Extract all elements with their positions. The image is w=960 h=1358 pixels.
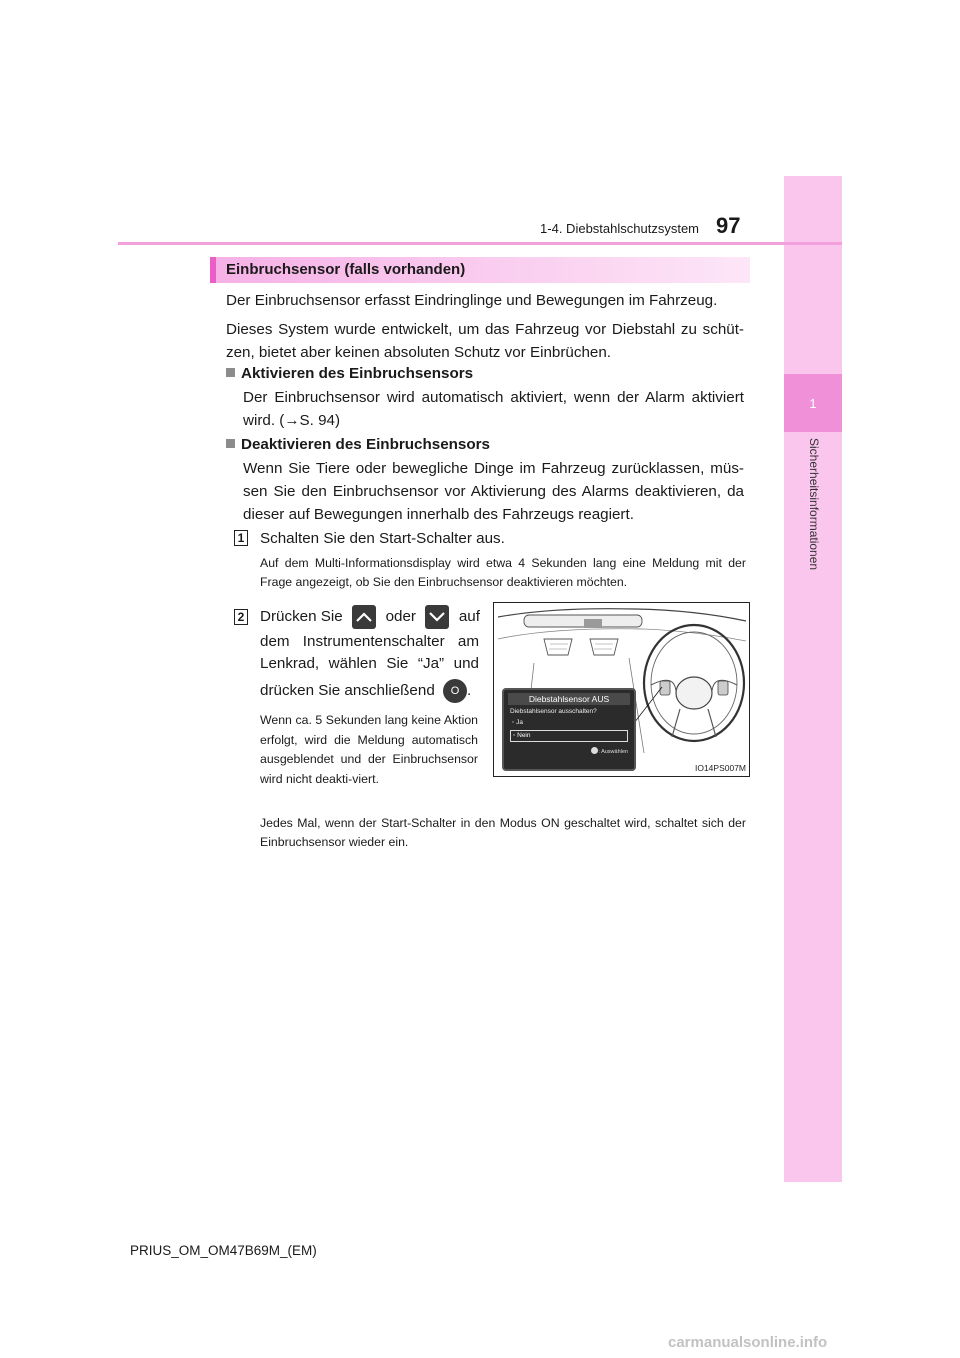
header-rule: [118, 242, 842, 245]
step-2-text-d: drücken Sie anschließend: [260, 682, 435, 699]
intro-paragraph-2: Dieses System wurde entwickelt, um das Fahrzeug vor Diebstahl zu schüt-zen, bietet aber keinen absoluten Schutz vor Einbrüchen.: [226, 321, 744, 361]
option-yes-label: Ja: [516, 719, 523, 726]
step-2-text-c: auf: [458, 608, 480, 625]
deactivate-heading: [226, 433, 490, 456]
chapter-label-container: [784, 432, 842, 632]
step-2-line-2: dem Instrumentenschalter am: [260, 633, 479, 650]
step-2-note: Wenn ca. 5 Sekunden lang keine Aktion erfolgt, wird die Meldung automatisch ausgeblendet und der Einbruchsensor wird nicht deakti-viert.: [260, 713, 478, 786]
ok-key-icon: O: [443, 679, 467, 703]
step-2-text-b: oder: [385, 608, 416, 625]
section-heading: Einbruchsensor (falls vorhanden): [210, 257, 750, 283]
select-hint-text: : Auswählen: [598, 749, 628, 755]
step-number-1: 1: [234, 530, 248, 546]
display-question: Diebstahlsensor ausschalten?: [510, 708, 597, 715]
page-number: 97: [716, 213, 741, 238]
activate-title: Aktivieren des Einbruchsensors: [241, 365, 474, 382]
step-1-text: Schalten Sie den Start-Schalter aus.: [260, 530, 505, 547]
up-arrow-key-icon: [352, 605, 376, 629]
figure-code: IO14PS007M: [694, 763, 746, 773]
bullet-square-icon: [226, 439, 235, 448]
display-select-hint: [504, 747, 628, 755]
chapter-title: 1-4. Diebstahlschutzsystem: [540, 221, 699, 236]
step-2-line-1: [260, 604, 480, 630]
option-no-label: Nein: [517, 732, 531, 739]
step-number-2: 2: [234, 609, 248, 625]
chapter-label: Sicherheitsinformationen: [807, 438, 821, 571]
display-option-no: ◦ Nein: [510, 730, 628, 742]
step-2-line-4: [260, 678, 480, 704]
bullet-square-icon: [226, 368, 235, 377]
activate-text-line-2: wird. (→S. 94): [243, 412, 341, 429]
down-arrow-key-icon: [425, 605, 449, 629]
chapter-number: 1: [784, 374, 842, 432]
activate-heading: [226, 362, 473, 385]
chapter-side-tab: [784, 176, 842, 1182]
display-option-yes: ◦ Ja: [512, 719, 523, 726]
step-2-line-3: Lenkrad, wählen Sie “Ja” und: [260, 655, 479, 672]
deactivate-title: Deaktivieren des Einbruchsensors: [241, 436, 491, 453]
watermark: carmanualsonline.info: [668, 1334, 828, 1351]
deactivate-text: Wenn Sie Tiere oder bewegliche Dinge im Fahrzeug zurücklassen, müs-sen Sie den Einbruchsensor vor Aktivierung des Alarms deaktivieren, da dieser auf Bewegungen innerhalb des Fahrzeugs reagiert.: [243, 460, 744, 523]
final-note: Jedes Mal, wenn der Start-Schalter in den Modus ON geschaltet wird, schaltet sich der Einbruchsensor wieder ein.: [260, 816, 746, 849]
dashboard-illustration: [493, 602, 750, 777]
activate-text-line-1: Der Einbruchsensor wird automatisch aktiviert, wenn der Alarm aktiviert: [243, 389, 744, 406]
step-2-text-e: .: [467, 682, 472, 699]
multi-info-display: [502, 688, 636, 771]
step-2-text-a: Drücken Sie: [260, 608, 343, 625]
document-code: PRIUS_OM_OM47B69M_(EM): [130, 1243, 317, 1258]
intro-paragraph-1: Der Einbruchsensor erfasst Eindringlinge und Bewegungen im Fahrzeug.: [226, 292, 718, 309]
display-title: Diebstahlsensor AUS: [508, 693, 630, 705]
step-1-note: Auf dem Multi-Informationsdisplay wird etwa 4 Sekunden lang eine Meldung mit der Frage angezeigt, ob Sie den Einbruchsensor deaktivieren möchten.: [260, 556, 746, 589]
